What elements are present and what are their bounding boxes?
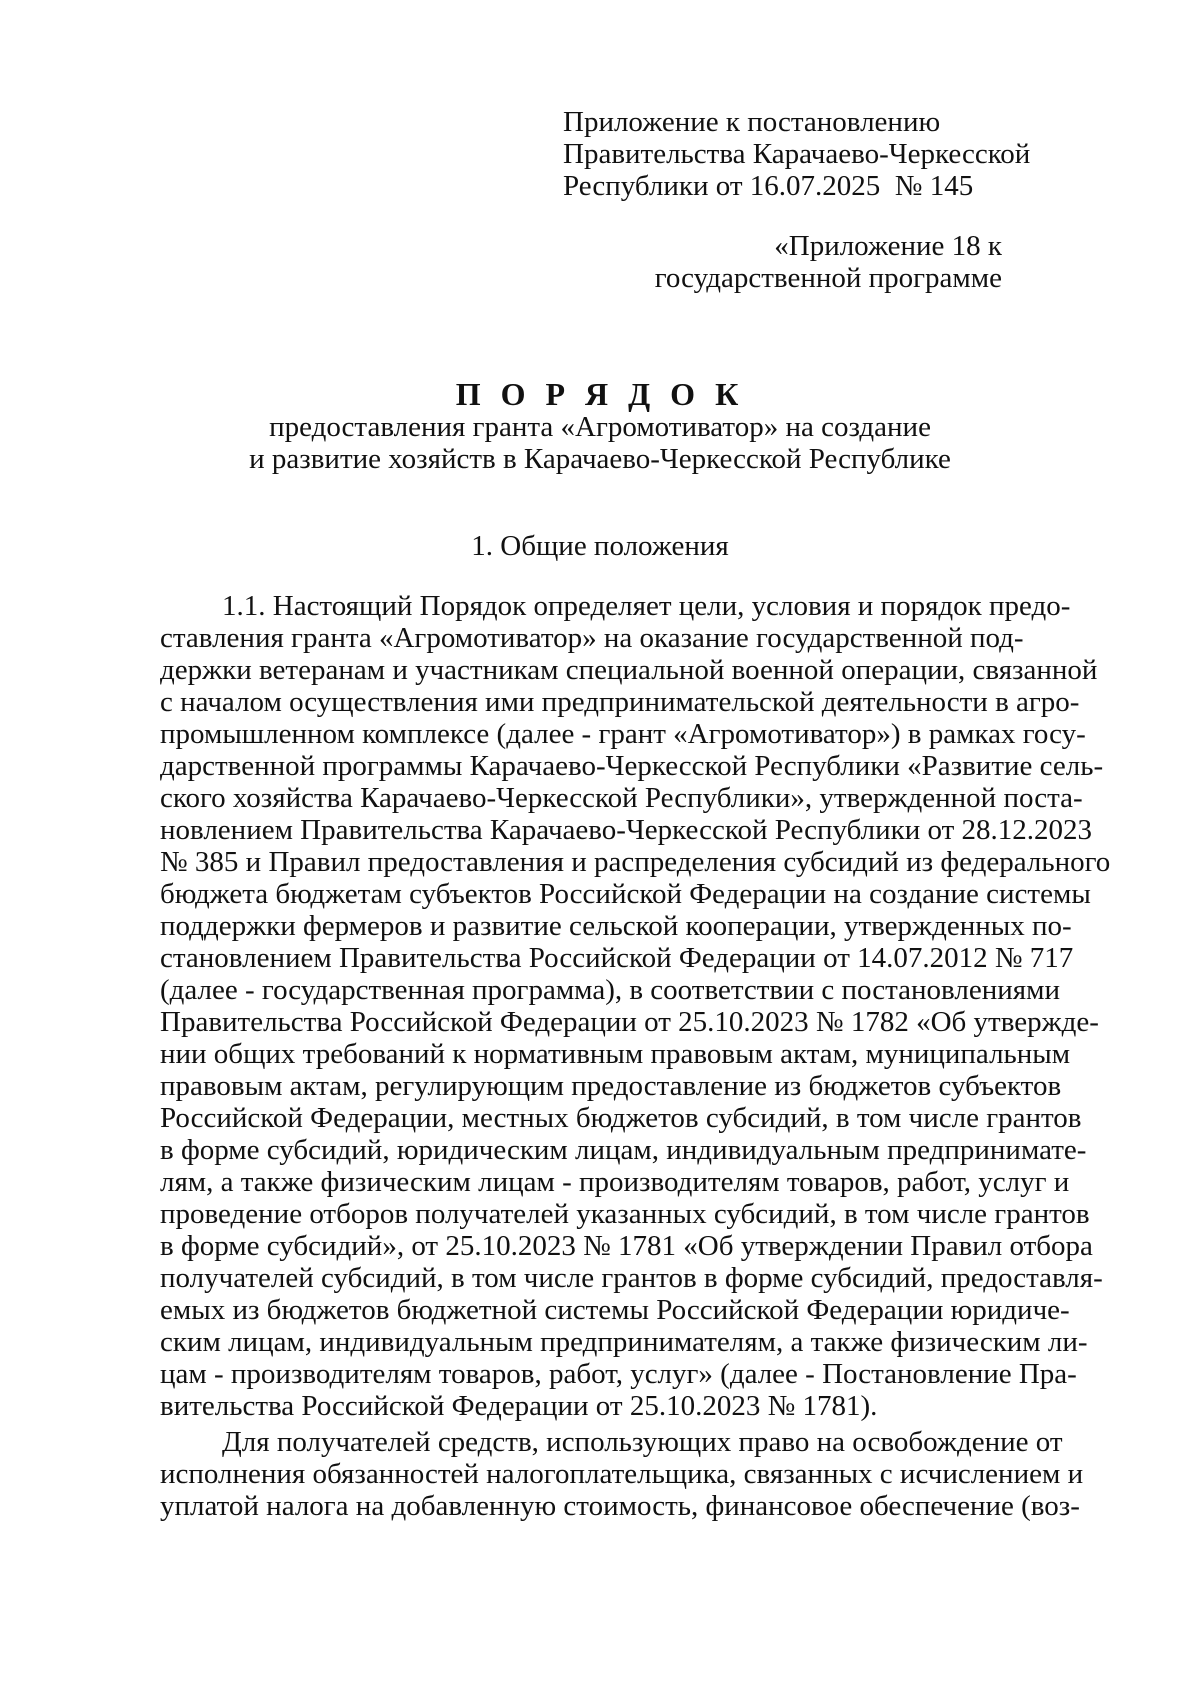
paragraph-line: вительства Российской Федерации от 25.10.2023 № 1781). xyxy=(160,1390,878,1422)
paragraph-line: проведение отборов получателей указанных субсидий, в том числе грантов xyxy=(160,1198,1090,1230)
section-heading: 1. Общие положения xyxy=(471,530,729,562)
paragraph-line: уплатой налога на добавленную стоимость, финансовое обеспечение (воз- xyxy=(160,1490,1080,1522)
paragraph-line: исполнения обязанностей налогоплательщика, связанных с исчислением и xyxy=(160,1458,1084,1490)
paragraph-line: с началом осуществления ими предпринимательской деятельности в агро- xyxy=(160,686,1080,718)
paragraph-line: новлением Правительства Карачаево-Черкесской Республики от 28.12.2023 xyxy=(160,814,1093,846)
paragraph-line: 1.1. Настоящий Порядок определяет цели, условия и порядок предо- xyxy=(222,590,1071,622)
paragraph-line: ставления гранта «Агромотиватор» на оказание государственной под- xyxy=(160,622,1024,654)
appendix-ref-line-1: «Приложение 18 к xyxy=(774,230,1002,262)
appendix-line-1: Приложение к постановлению xyxy=(563,106,941,138)
appendix-ref-line-2: государственной программе xyxy=(654,262,1002,294)
paragraph-line: цам - производителям товаров, работ, услуг» (далее - Постановление Пра- xyxy=(160,1358,1077,1390)
paragraph-line: дарственной программы Карачаево-Черкесской Республики «Развитие сель- xyxy=(160,750,1104,782)
paragraph-line: Для получателей средств, использующих право на освобождение от xyxy=(222,1426,1063,1458)
paragraph-line: (далее - государственная программа), в соответствии с постановлениями xyxy=(160,974,1060,1006)
subtitle-line-1: предоставления гранта «Агромотиватор» на создание xyxy=(269,411,931,443)
document-title: П О Р Я Д О К xyxy=(455,376,745,412)
paragraph-line: в форме субсидий, юридическим лицам, индивидуальным предпринимате- xyxy=(160,1134,1087,1166)
paragraph-line: ским лицам, индивидуальным предпринимателям, а также физическим ли- xyxy=(160,1326,1088,1358)
paragraph-line: Правительства Российской Федерации от 25.10.2023 № 1782 «Об утвержде- xyxy=(160,1006,1099,1038)
appendix-line-3: Республики от 16.07.2025 № 145 xyxy=(563,170,974,202)
paragraph-line: нии общих требований к нормативным правовым актам, муниципальным xyxy=(160,1038,1071,1070)
paragraph-line: в форме субсидий», от 25.10.2023 № 1781 «Об утверждении Правил отбора xyxy=(160,1230,1093,1262)
appendix-line-2: Правительства Карачаево-Черкесской xyxy=(563,138,1031,170)
paragraph-line: бюджета бюджетам субъектов Российской Федерации на создание системы xyxy=(160,878,1091,910)
paragraph-line: № 385 и Правил предоставления и распределения субсидий из федерального xyxy=(160,846,1111,878)
paragraph-line: получателей субсидий, в том числе грантов в форме субсидий, предоставля- xyxy=(160,1262,1103,1294)
paragraph-line: ского хозяйства Карачаево-Черкесской Республики», утвержденной поста- xyxy=(160,782,1083,814)
paragraph-line: правовым актам, регулирующим предоставление из бюджетов субъектов xyxy=(160,1070,1062,1102)
paragraph-line: емых из бюджетов бюджетной системы Российской Федерации юридиче- xyxy=(160,1294,1070,1326)
subtitle-line-2: и развитие хозяйств в Карачаево-Черкесской Республике xyxy=(249,443,951,475)
paragraph-line: промышленном комплексе (далее - грант «Агромотиватор») в рамках госу- xyxy=(160,718,1086,750)
paragraph-line: Российской Федерации, местных бюджетов субсидий, в том числе грантов xyxy=(160,1102,1082,1134)
paragraph-line: поддержки фермеров и развитие сельской кооперации, утвержденных по- xyxy=(160,910,1072,942)
paragraph-line: держки ветеранам и участникам специальной военной операции, связанной xyxy=(160,654,1098,686)
paragraph-line: становлением Правительства Российской Федерации от 14.07.2012 № 717 xyxy=(160,942,1074,974)
paragraph-line: лям, а также физическим лицам - производителям товаров, работ, услуг и xyxy=(160,1166,1070,1198)
